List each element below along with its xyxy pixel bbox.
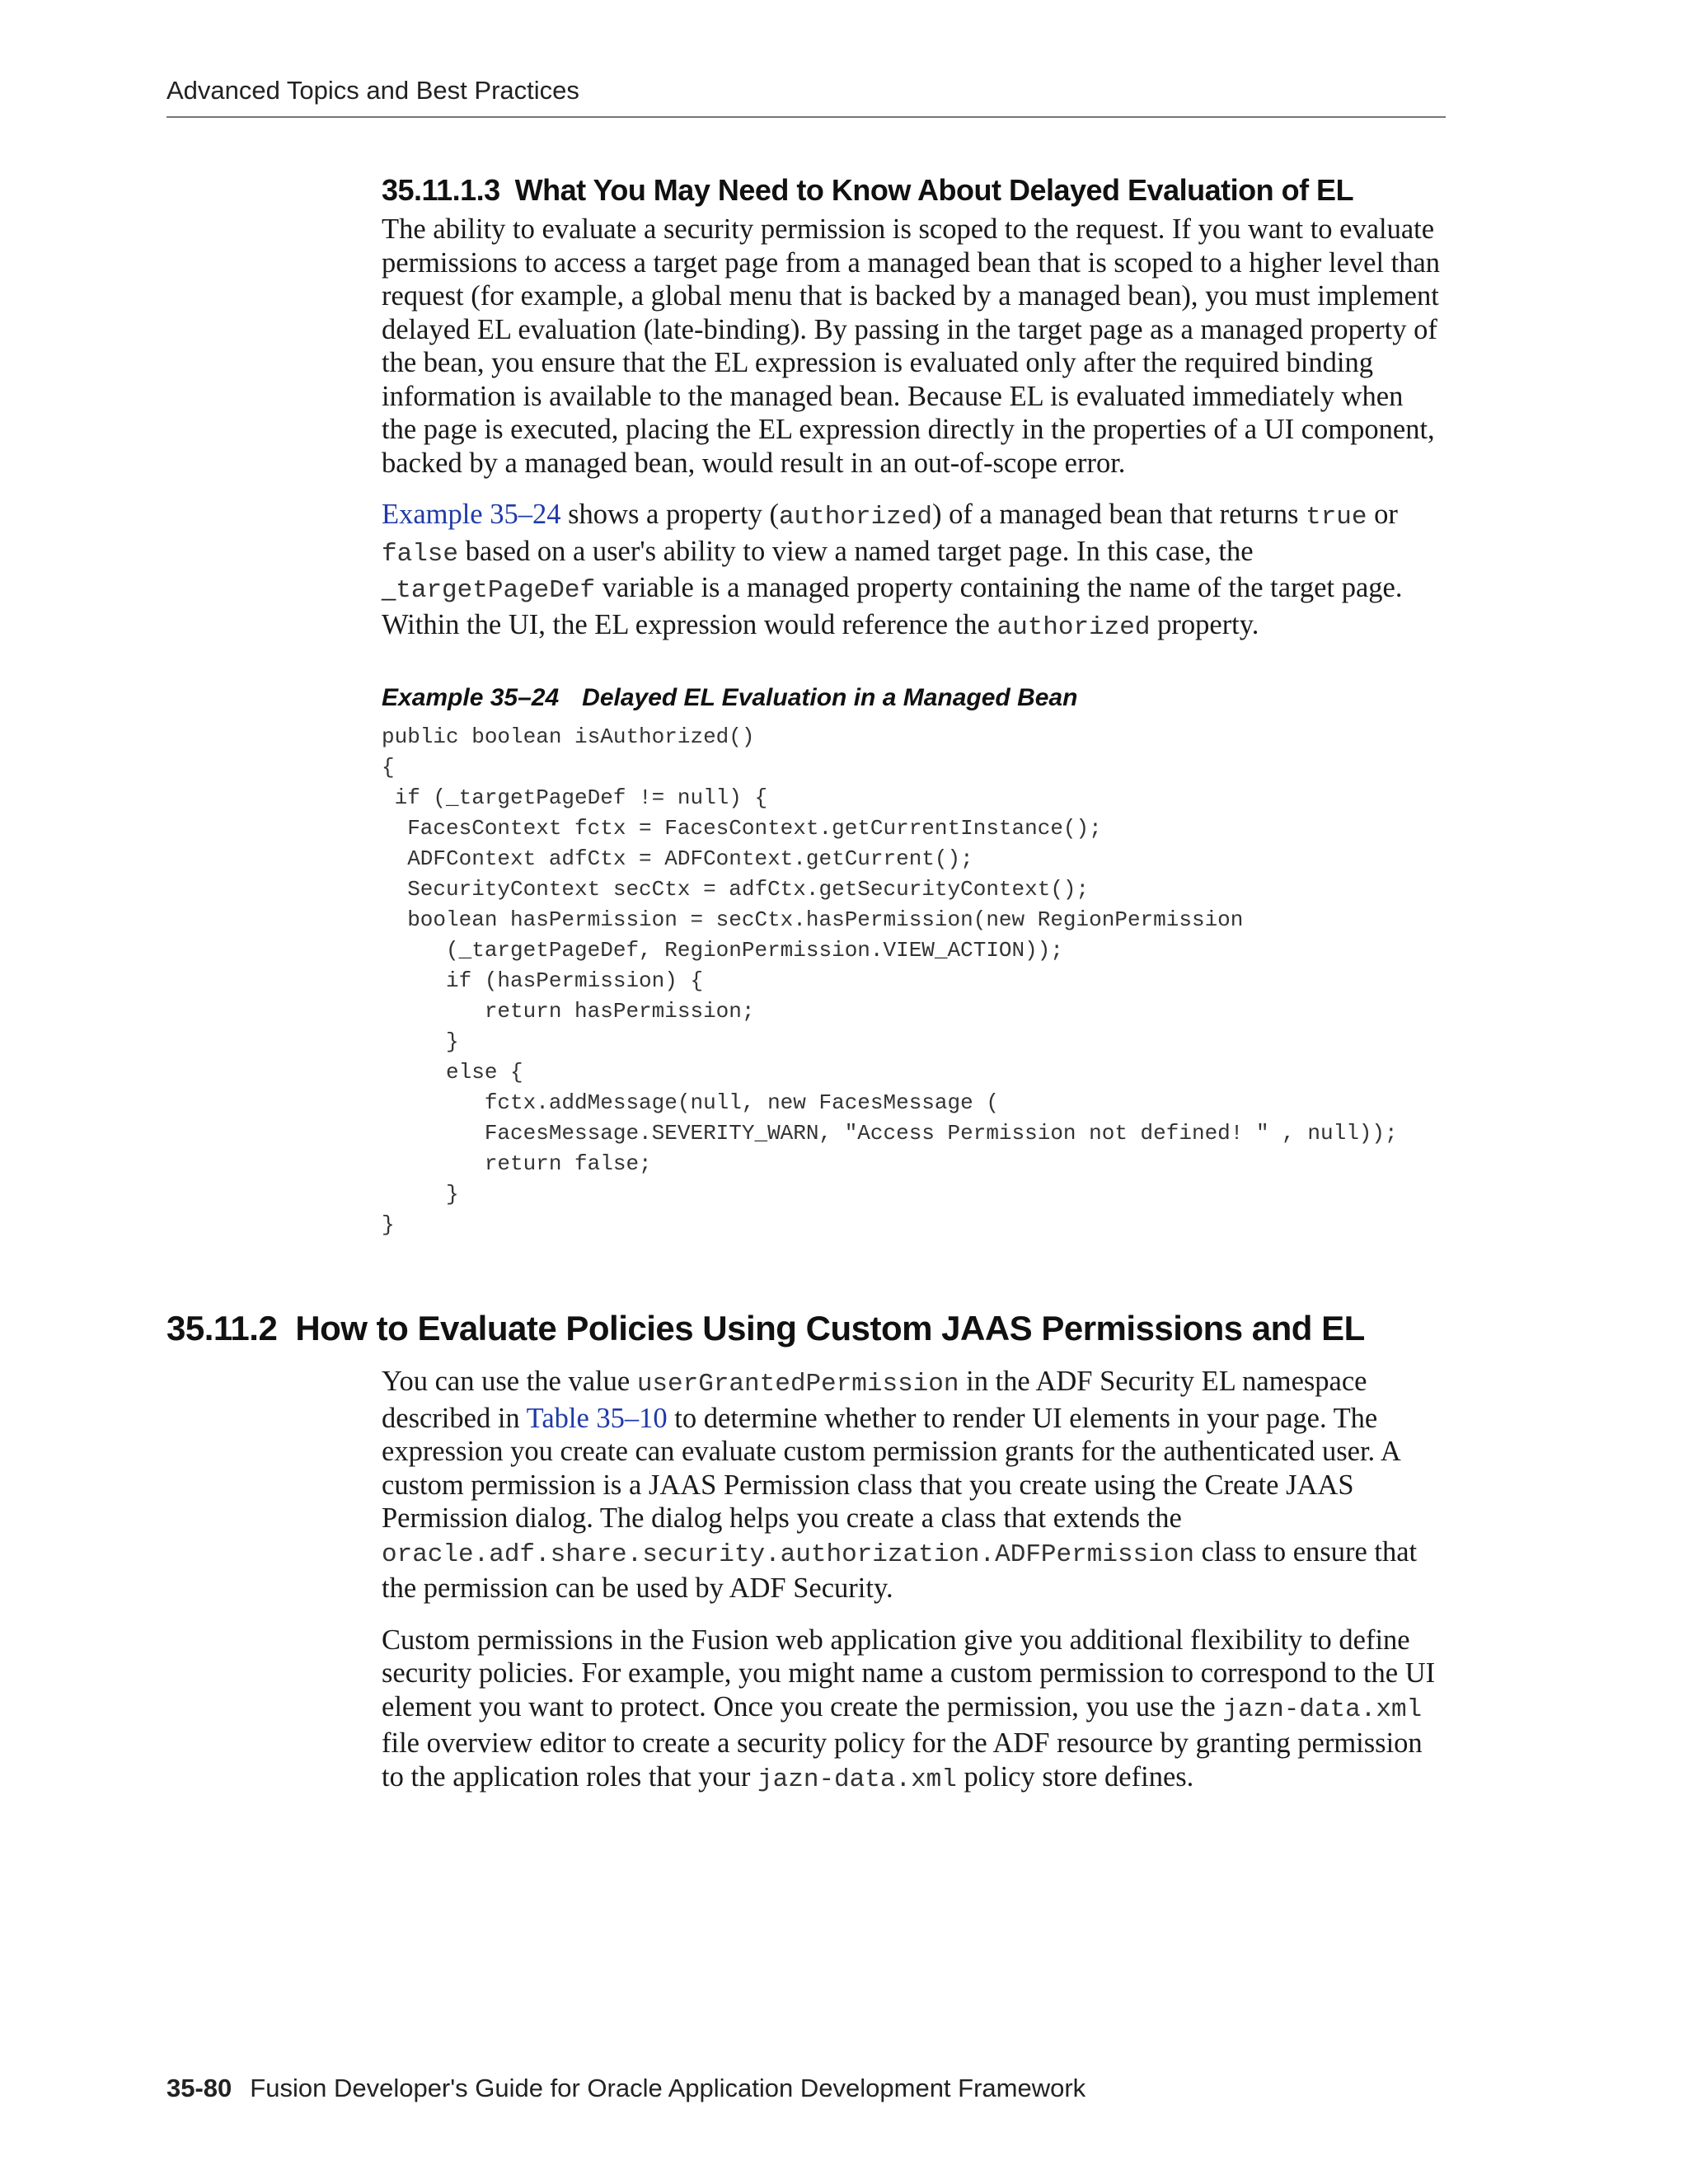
page-footer xyxy=(166,2074,1085,2103)
subsection-heading xyxy=(382,173,1445,208)
subsection-paragraph-1: The ability to evaluate a security permission is scoped to the request. If you want to evaluate permissions to access a target page from a managed bean that is scoped to a higher level than request (for example, a global menu that is backed by a managed bean), you must implement delayed EL evaluation (late-binding). By passing in the target page as a managed property of the bean, you ensure that the EL expression is evaluated only after the required binding information is available to the managed bean. Because EL is evaluated immediately when the page is executed, placing the EL expression directly in the properties of a UI component, backed by a managed bean, would result in an out-of-scope error. xyxy=(382,213,1441,479)
example-caption xyxy=(382,684,1445,712)
running-header: Advanced Topics and Best Practices xyxy=(166,76,579,105)
subsection-paragraph-2 xyxy=(382,498,1445,644)
book-title: Fusion Developer's Guide for Oracle Application Development Framework xyxy=(250,2074,1086,2102)
text-run: You can use the value xyxy=(382,1366,637,1397)
page-number: 35-80 xyxy=(166,2074,232,2102)
code-inline: userGrantedPermission xyxy=(636,1370,959,1399)
code-inline: false xyxy=(382,539,459,569)
text-run: file overview editor to create a security policy for the ADF resource by granting permission to the application roles that your xyxy=(382,1727,1423,1793)
section-paragraph-1 xyxy=(382,1365,1445,1605)
code-inline: jazn-data.xml xyxy=(1222,1694,1423,1724)
text-run: Custom permissions in the Fusion web application give you additional flexibility to define security policies. For example, you might name a custom permission to correspond to the UI element you want to protect. Once you create the permission, you use the xyxy=(382,1624,1436,1722)
text-run: based on a user's ability to view a named target page. In this case, the _ xyxy=(382,535,1254,603)
code-inline: jazn-data.xml xyxy=(757,1765,957,1794)
code-inline: true xyxy=(1306,503,1367,532)
text-run: in the ADF Security EL namespace described in xyxy=(382,1366,1367,1434)
code-inline: authorized xyxy=(778,503,932,532)
text-run: to determine whether to render UI elements in your page. The expression you create can evaluate custom permission grants for the authenticated user. A custom permission is a JAAS Permission class that you create using the Create JAAS Permission dialog. The dialog helps you create a class that extends the xyxy=(382,1402,1400,1534)
code-inline: oracle.adf.share.security.authorization.ADFPermission xyxy=(382,1540,1194,1569)
code-listing: public boolean isAuthorized() { if (_targetPageDef != null) { FacesContext fctx = FacesContext.getCurrentInstance(); ADFContext adfCtx = ADFContext.getCurrent(); SecurityContext secCtx = adfCtx.getSecurityContext(); boolean hasPermission = secCtx.hasPermission(new RegionPermission (_targetPageDef, RegionPermission.VIEW_ACTION)); if (hasPermission) { return hasPermission; } else { fctx.addMessage(null, new FacesMessage ( FacesMessage.SEVERITY_WARN, "Access Permission not defined! " , null)); return false; } } xyxy=(382,724,1398,1237)
subsection-title: What You May Need to Know About Delayed Evaluation of EL xyxy=(514,173,1354,207)
example-number: Example 35–24 xyxy=(382,684,560,711)
example-link[interactable]: Example 35–24 xyxy=(382,499,561,530)
section-number: 35.11.2 xyxy=(166,1309,278,1347)
section-content xyxy=(382,1365,1445,1815)
header-rule xyxy=(166,116,1446,118)
text-run: property. xyxy=(1150,608,1259,640)
code-inline: targetPageDef xyxy=(396,576,596,605)
code-inline: authorized xyxy=(996,612,1151,642)
section-paragraph-2 xyxy=(382,1624,1445,1797)
text-run: shows a property ( xyxy=(560,499,779,530)
table-link[interactable]: Table 35–10 xyxy=(526,1402,668,1434)
text-run: or xyxy=(1367,499,1398,530)
subsection-number: 35.11.1.3 xyxy=(382,173,500,207)
example-title: Delayed EL Evaluation in a Managed Bean xyxy=(582,684,1078,711)
text-run: policy store defines. xyxy=(956,1760,1194,1793)
text-run: class to ensure that the permission can be used by ADF Security. xyxy=(382,1535,1418,1604)
text-run: ) of a managed bean that returns xyxy=(931,499,1306,530)
subsection-content xyxy=(382,173,1445,1240)
section-heading xyxy=(166,1309,1365,1348)
text-run: variable is a managed property containing the name of the target page. Within the UI, the EL expression would reference the xyxy=(382,572,1403,640)
section-title: How to Evaluate Policies Using Custom JAAS Permissions and EL xyxy=(295,1309,1365,1347)
